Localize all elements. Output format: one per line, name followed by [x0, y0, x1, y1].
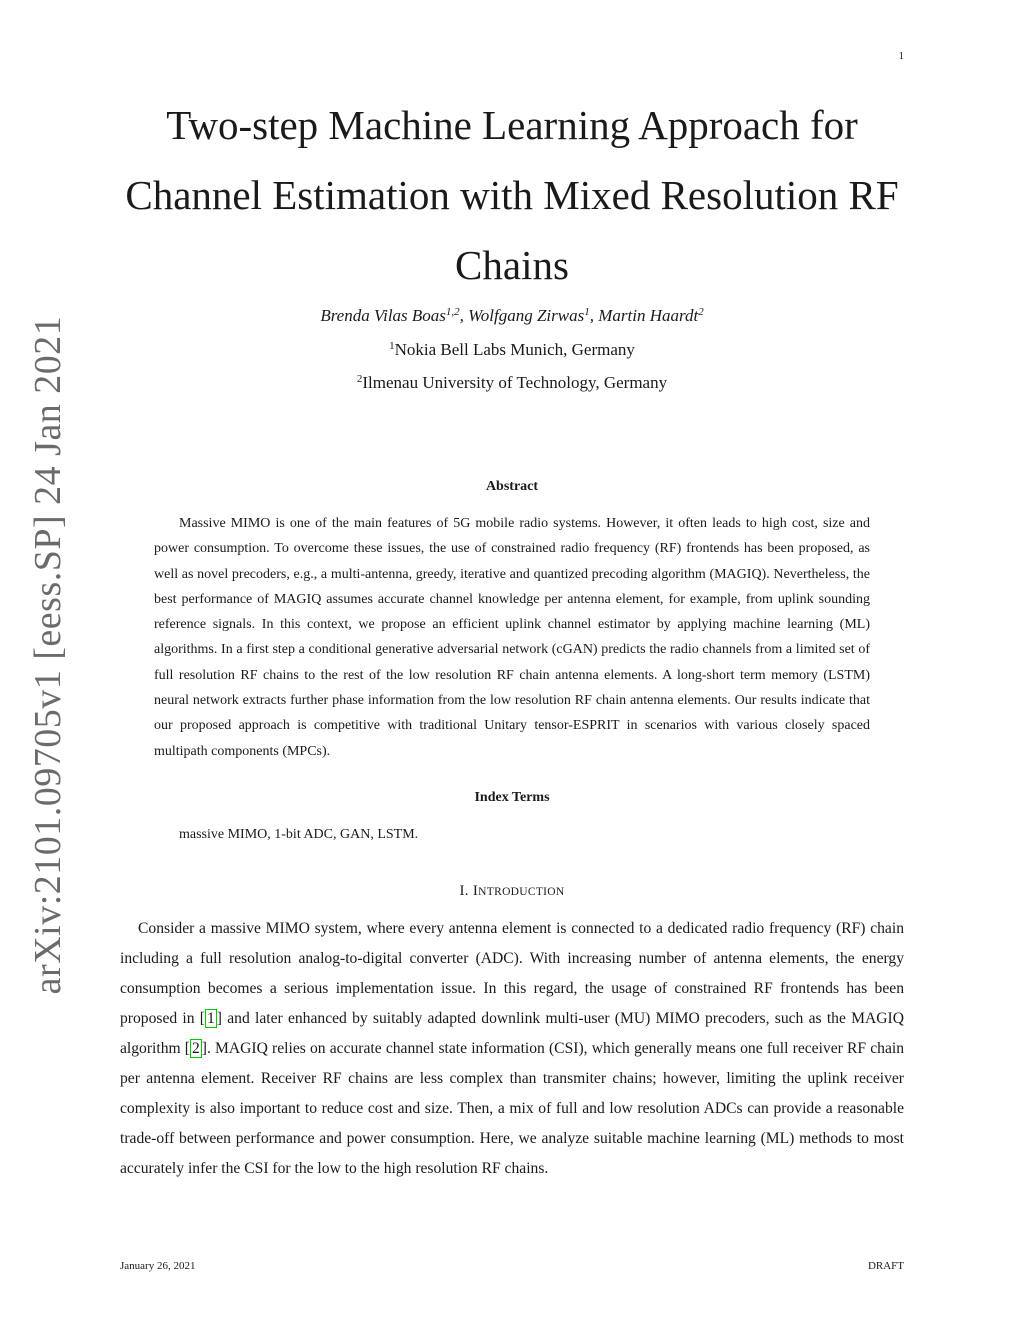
abstract-body: Massive MIMO is one of the main features of 5G mobile radio systems. However, it often leads to high cost, size and power consumption. To overcome these issues, the use of constrained radio frequency (RF) frontends has been proposed, as well as novel precoders, e.g., a multi-antenna, greedy, iterative and quantized precoding algorithm (MAGIQ). Nevertheless, the best performance of MAGIQ assumes accurate channel knowledge per antenna element, for example, from uplink sounding reference signals. In this context, we propose an efficient uplink channel estimator by applying machine learning (ML) algorithms. In a first step a conditional generative adversarial network (cGAN) predicts the radio channels from a limited set of full resolution RF chains to the rest of the low resolution RF chain antenna elements. A long-short term memory (LSTM) neural network extracts further phase information from the low resolution RF chain antenna elements. Our results indicate that our proposed approach is competitive with traditional Unitary tensor-ESPRIT in scenarios with various closely spaced multipath components (MPCs). [154, 516, 870, 759]
author-name: Wolfgang Zirwas [468, 306, 585, 325]
section-number: I. [459, 883, 469, 899]
intro-text-part-2: ] and later enhanced by suitably adapted downlink multi-user (MU) MIMO precoders, such as the MAGIQ algorithm [ [120, 1010, 904, 1057]
paper-title [100, 90, 924, 300]
author-separator: , [459, 306, 469, 325]
author-name: Martin Haardt [598, 306, 699, 325]
introduction-paragraph [120, 914, 904, 1184]
section-title-rest: NTRODUCTION [478, 886, 565, 898]
section-title-initial: I [472, 883, 479, 899]
index-terms-heading: Index Terms [474, 790, 550, 805]
affiliation-mark: 2 [356, 373, 363, 385]
affiliation-text: Ilmenau University of Technology, Germany [362, 373, 668, 392]
citation-link[interactable]: 2 [192, 1040, 200, 1057]
citation-link[interactable]: 1 [207, 1010, 215, 1027]
author-affiliation-mark: 1 [584, 306, 590, 318]
index-terms-body: massive MIMO, 1-bit ADC, GAN, LSTM. [179, 827, 419, 842]
author-name: Brenda Vilas Boas [320, 306, 446, 325]
author-separator: , [589, 306, 599, 325]
page-number: 1 [898, 50, 904, 62]
footer-draft-label: DRAFT [867, 1260, 904, 1272]
author-affiliation-mark: 1,2 [445, 306, 460, 318]
title-line-3: Chains [455, 242, 569, 288]
title-line-1: Two-step Machine Learning Approach for [166, 102, 858, 148]
footer-date: January 26, 2021 [120, 1260, 196, 1272]
affiliation-1 [100, 340, 924, 360]
intro-text-part-3: ]. MAGIQ relies on accurate channel state information (CSI), which generally means one full receiver RF chain per antenna element. Receiver RF chains are less complex than transmiter chains; however, limiting the uplink receiver complexity is also important to reduce cost and size. Then, a mix of full and low resolution ADCs can provide a reasonable trade-off between performance and power consumption. Here, we analyze suitable machine learning (ML) methods to most accurately infer the CSI for the low to the high resolution RF chains. [120, 1040, 904, 1177]
title-line-2: Channel Estimation with Mixed Resolution RF [125, 172, 899, 218]
affiliation-2 [100, 373, 924, 393]
affiliation-text: Nokia Bell Labs Munich, Germany [394, 340, 635, 359]
intro-text-part-1: Consider a massive MIMO system, where every antenna element is connected to a dedicated radio frequency (RF) chain including a full resolution analog-to-digital converter (ADC). With increasing number of antenna elements, the energy consumption becomes a serious implementation issue. In this regard, the usage of constrained RF frontends has been proposed in [ [120, 920, 904, 1027]
affiliation-mark: 1 [389, 340, 395, 352]
author-list [100, 306, 924, 326]
arxiv-identifier-stamp: arXiv:2101.09705v1 [eess.SP] 24 Jan 2021 [27, 315, 69, 995]
author-affiliation-mark: 2 [698, 306, 704, 318]
section-heading-introduction [100, 883, 924, 900]
abstract-heading: Abstract [485, 479, 539, 494]
